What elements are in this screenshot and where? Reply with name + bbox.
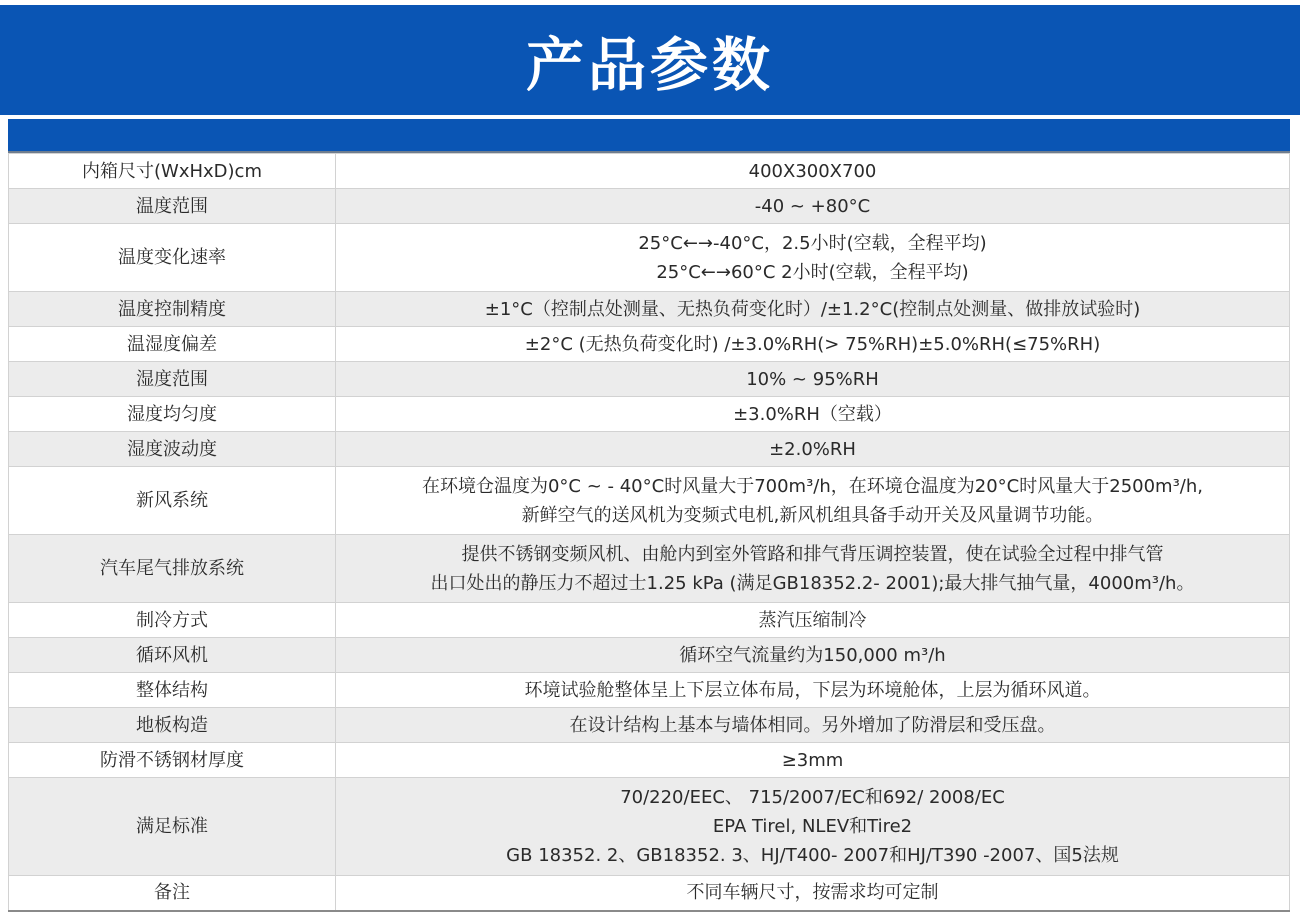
parameter-label: 温度范围 (9, 189, 336, 224)
parameter-value (336, 603, 1290, 638)
parameter-value (336, 743, 1290, 778)
parameter-value (336, 154, 1290, 189)
parameter-value-line: 25°C←→-40°C，2.5小时(空载，全程平均) (638, 232, 987, 254)
table-row (9, 292, 1290, 327)
table-row (9, 432, 1290, 467)
parameter-value-line: 不同车辆尺寸，按需求均可定制 (686, 882, 939, 904)
parameter-label: 湿度均匀度 (9, 397, 336, 432)
table-row (9, 327, 1290, 362)
parameter-label: 循环风机 (9, 638, 336, 673)
parameter-label: 湿度范围 (9, 362, 336, 397)
parameter-label: 满足标准 (9, 778, 336, 876)
parameter-value (336, 778, 1290, 876)
parameter-value-line: ≥3mm (781, 749, 844, 771)
parameter-label: 制冷方式 (9, 603, 336, 638)
parameter-label: 防滑不锈钢材厚度 (9, 743, 336, 778)
parameter-value (336, 708, 1290, 743)
table-row (9, 467, 1290, 535)
table-row (9, 189, 1290, 224)
page-title: 产品参数 (525, 31, 774, 99)
parameter-value (336, 673, 1290, 708)
parameter-value (336, 432, 1290, 467)
table-row (9, 362, 1290, 397)
parameter-value (336, 224, 1290, 292)
parameter-value (336, 638, 1290, 673)
parameter-label: 温度变化速率 (9, 224, 336, 292)
parameter-label: 整体结构 (9, 673, 336, 708)
table-row (9, 778, 1290, 876)
parameter-value-line: 在环境仓温度为0°C ~ - 40°C时风量大于700m³/h，在环境仓温度为20°C时风量大于2500m³/h, (421, 475, 1204, 497)
parameter-value-line: GB 18352. 2、GB18352. 3、HJ/T400- 2007和HJ/T390 -2007、国5法规 (506, 845, 1119, 866)
parameter-value-line: 25°C←→60°C 2小时(空载，全程平均) (656, 261, 969, 283)
parameter-value-line: 新鲜空气的送风机为变频式电机,新风机组具备手动开关及风量调节功能。 (521, 504, 1104, 526)
parameter-label: 汽车尾气排放系统 (9, 535, 336, 603)
parameters-table-body (9, 154, 1290, 911)
parameter-value-line: EPA Tirel, NLEV和Tire2 (712, 816, 913, 837)
parameter-value-line: ±3.0%RH（空载） (733, 403, 892, 425)
parameter-value-line: 循环空气流量约为150,000 m³/h (679, 644, 946, 666)
parameter-value-line: 提供不锈钢变频风机、由舱内到室外管路和排气背压调控装置，使在试验全过程中排气管 (461, 543, 1164, 565)
parameter-value-line: 环境试验舱整体呈上下层立体布局，下层为环境舱体，上层为循环风道。 (524, 679, 1101, 701)
parameter-value-line: 10% ~ 95%RH (746, 368, 879, 390)
parameter-value (336, 292, 1290, 327)
parameter-value-line: ±2°C (无热负荷变化时) /±3.0%RH(> 75%RH)±5.0%RH(≤75%RH) (524, 333, 1101, 355)
table-row (9, 535, 1290, 603)
parameters-table (8, 153, 1290, 912)
table-row (9, 224, 1290, 292)
parameter-value (336, 397, 1290, 432)
parameter-value (336, 876, 1290, 911)
parameter-value-line: 蒸汽压缩制冷 (758, 609, 867, 631)
parameter-value-line: 70/220/EEC、 715/2007/EC和692/ 2008/EC (620, 787, 1005, 808)
header-banner (0, 5, 1300, 115)
parameter-value-line: 在设计结构上基本与墙体相同。另外增加了防滑层和受压盘。 (569, 714, 1056, 736)
parameter-value-line: ±1°C（控制点处测量、无热负荷变化时）/±1.2°C(控制点处测量、做排放试验时) (484, 298, 1141, 320)
parameter-value (336, 327, 1290, 362)
parameter-value (336, 189, 1290, 224)
table-header-bar (8, 119, 1290, 153)
parameter-value-line: ±2.0%RH (769, 438, 856, 460)
parameter-label: 内箱尺寸(WxHxD)cm (9, 154, 336, 189)
parameter-value (336, 467, 1290, 535)
table-row (9, 743, 1290, 778)
parameter-label: 温湿度偏差 (9, 327, 336, 362)
parameter-value (336, 535, 1290, 603)
table-row (9, 876, 1290, 911)
parameter-value-line: 400X300X700 (748, 160, 877, 182)
table-row (9, 673, 1290, 708)
parameter-label: 地板构造 (9, 708, 336, 743)
parameter-value-line: 出口处出的静压力不超过士1.25 kPa (满足GB18352.2- 2001);最大排气抽气量，4000m³/h。 (430, 572, 1195, 594)
parameter-label: 温度控制精度 (9, 292, 336, 327)
table-row (9, 638, 1290, 673)
parameter-label: 湿度波动度 (9, 432, 336, 467)
parameter-label: 备注 (9, 876, 336, 911)
parameter-label: 新风系统 (9, 467, 336, 535)
parameter-value-line: -40 ~ +80°C (754, 195, 871, 217)
table-row (9, 397, 1290, 432)
table-row (9, 708, 1290, 743)
parameter-value (336, 362, 1290, 397)
table-row (9, 603, 1290, 638)
table-row (9, 154, 1290, 189)
